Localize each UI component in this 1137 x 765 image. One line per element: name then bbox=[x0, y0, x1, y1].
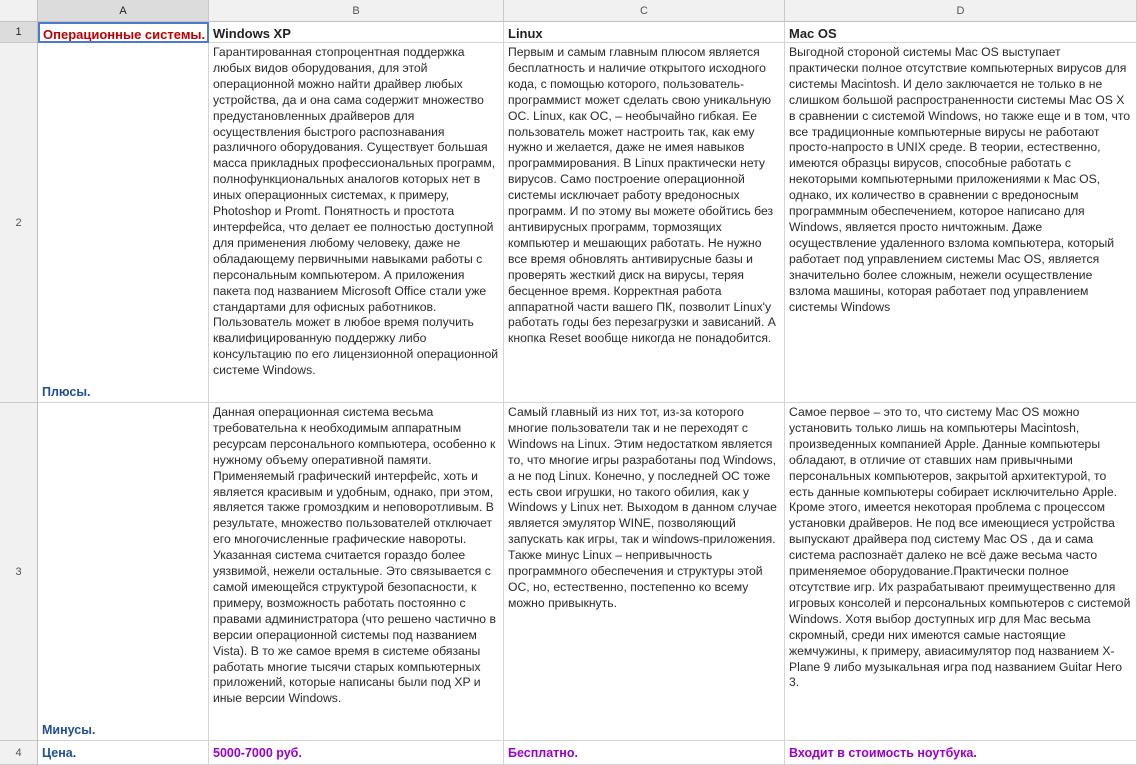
cell-a2[interactable] bbox=[38, 43, 209, 403]
cell-d4[interactable]: Входит в стоимость ноутбука. bbox=[785, 741, 1137, 765]
cell-c2[interactable]: Первым и самым главным плюсом является бесплатность и наличие открытого исходного кода, с помощью которого, пользователь-программист может сделать свою уникальную ОС. Linux, как ОС, – необычайно гибкая. Ее пользователь может настроить так, как ему нужно и желается, даже не имея навыков программирования. В Linux практически нету вирусов. Само построение операционной системы исключает работу вредоносных программ. И по этому вы можете обойтись без антивирусных программ, тормозящих компьютер и мешающих работать. Не нужно все время обновлять антивирусные базы и проверять жесткий диск на вирусы, теряя бесценное время. Корректная работа аппаратной части вашего ПК, позволит Linux'у работать годы без перезагрузки и зависаний. А кнопка Reset вообще никогда не понадобится. bbox=[504, 43, 785, 403]
cell-b2[interactable]: Гарантированная стопроцентная поддержка любых видов оборудования, для этой операционной можно найти драйвер любых устройства, да и она сама содержит множество предустановленных драйверов для осуществления быстрого распознавания различного оборудования. Существует большая масса прикладных профессиональных программ, полнофункциональных аналогов которых нет в иных операционных системах, к примеру, Photoshop и Promt. Понятность и простота интерфейса, что делает ее полностью доступной для применения любому человеку, даже не обладающему первичными навыками работы с персональным компьютером. А приложения пакета под названием Microsoft Office стали уже стандартами для офисных работников. Пользователь может в любое время получить квалифицированную поддержку либо консультацию по его лицензионной операционной системе Windows. bbox=[209, 43, 504, 403]
cell-d3[interactable]: Самое первое – это то, что систему Mac OS можно установить только лишь на компьютеры Macintosh, произведенных компанией Apple. Данные компьютеры обладают, в отличие от ставших нам привычными персональных компьютеров, закрытой архитектурой, то есть данные компьютеры собирает исключительно Apple. Кроме этого, имеется некоторая проблема с процессом установки драйверов. Не под все имеющиеся устройства выпускают драйвера под систему Mac OS , да и сама система распознаёт далеко не всё даже весьма часто применяемое оборудование.Практически полное отсутствие игр. Их разрабатывают преимущественно для игровых консолей и персональных компьютеров с системой Windows. Хотя выбор доступных игр для Mac весьма скромный, среди них имеются самые настоящие жемчужины, к примеру, авиасимулятор под названием X-Plane 9 либо музыкальная игра под названием Guitar Hero 3. bbox=[785, 403, 1137, 741]
cell-c3[interactable] bbox=[504, 403, 785, 741]
cell-d1[interactable]: Mac OS bbox=[785, 22, 1137, 43]
row-header-4[interactable]: 4 bbox=[0, 741, 38, 765]
column-header-d[interactable]: D bbox=[785, 0, 1137, 22]
column-header-b[interactable]: B bbox=[209, 0, 504, 22]
row-header-2[interactable]: 2 bbox=[0, 43, 38, 403]
cell-b4[interactable]: 5000-7000 руб. bbox=[209, 741, 504, 765]
pros-label: Плюсы. bbox=[42, 385, 91, 399]
cell-a1-selected[interactable]: Операционные системы. bbox=[38, 22, 209, 43]
column-header-c[interactable]: C bbox=[504, 0, 785, 22]
cell-c3-paragraph-1: Самый главный из них тот, из-за которого многие пользователи так и не переходят с Windows на Linux. Этим недостатком является то, что многие игры разработаны под Windows, а не под Linux. Конечно, у последней ОС тоже есть свои игрушки, но такого обилия, как у Windows у Linux нет. Выходом в данном случае является эмулятор WINE, позволяющий запускать как игры, так и windows-приложения. bbox=[508, 405, 777, 547]
cell-c4[interactable]: Бесплатно. bbox=[504, 741, 785, 765]
row-header-1[interactable]: 1 bbox=[0, 22, 38, 43]
cell-c1[interactable]: Linux bbox=[504, 22, 785, 43]
cell-b1[interactable]: Windows XP bbox=[209, 22, 504, 43]
column-header-a[interactable]: A bbox=[38, 0, 209, 22]
cons-label: Минусы. bbox=[42, 723, 96, 737]
cell-c3-paragraph-2: Также минус Linux – непривычность программного обеспечения и структуры этой ОС, но, естественно, постепенно ко всему можно привыкнуть. bbox=[508, 548, 763, 610]
cell-d2[interactable]: Выгодной стороной системы Mac OS выступает практически полное отсутствие компьютерных вирусов для системы Macintosh. И дело заключается не только в не слишком большой распространенности системы Mac OS X в сравнении с системой Windows, но также еще и в том, что все традиционные компьютерные вирусы не работают просто-напросто в UNIX среде. В теории, естественно, имеются образцы вирусов, способные работать с некоторыми компьютерными приложениями к Mac OS, однако, их количество в сравнении с вредоносным программным обеспечением, которое написано для Windows, является просто ничтожным. Даже осуществление удаленного взлома компьютера, который работает под управлением системы Mac OS, является значительно более сложным, нежели осуществление взлома машины, которая работает под управлением системы Windows bbox=[785, 43, 1137, 403]
row-header-3[interactable]: 3 bbox=[0, 403, 38, 741]
cell-b3[interactable]: Данная операционная система весьма требовательна к необходимым аппаратным ресурсам персонального компьютера, особенно к нужному объему оперативной памяти. Применяемый графический интерфейс, хоть и является красивым и удобным, однако, при этом, является также громоздким и неповоротливым. В результате, множество пользователей отключает его многочисленные графические навороты. Указанная система считается гораздо более уязвимой, нежели остальные. Это связывается с самой имеющейся структурой безопасности, к примеру, возможность работать постоянно с правами администратора (что решено частично в версии операционной системы под названием Vista). В то же самое время в системе обязаны работать многие тысячи старых компьютерных приложений, которые написаны были под XP и иные версии Windows. bbox=[209, 403, 504, 741]
select-all-corner[interactable] bbox=[0, 0, 38, 22]
cell-a3[interactable] bbox=[38, 403, 209, 741]
cell-a4[interactable]: Цена. bbox=[38, 741, 209, 765]
